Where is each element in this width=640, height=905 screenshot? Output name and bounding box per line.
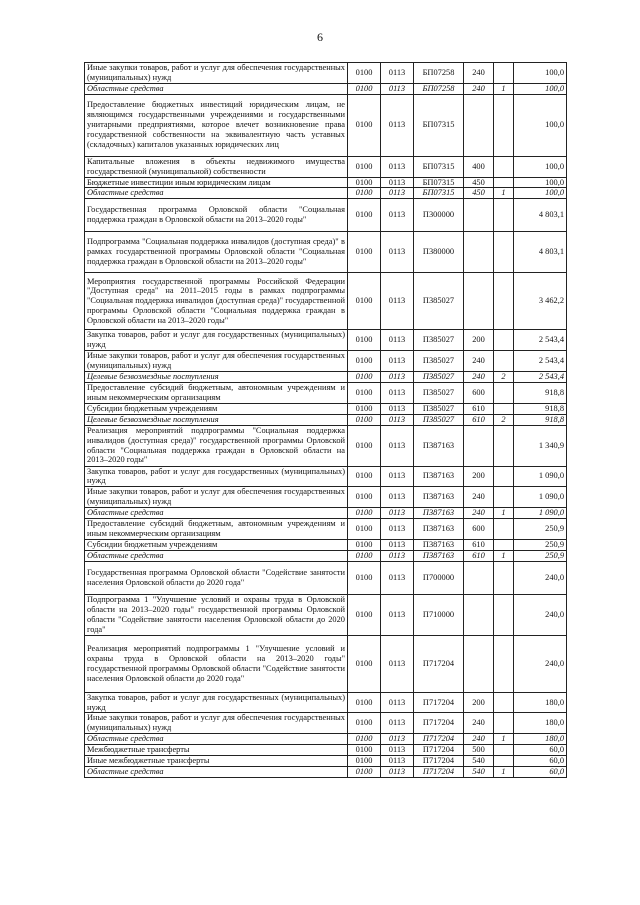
podrazdel-code: 0113 xyxy=(381,199,414,232)
expense-type-code: 200 xyxy=(464,330,494,351)
table-row xyxy=(85,425,567,466)
row-name: Бюджетные инвестиции иным юридическим лицам xyxy=(85,177,348,188)
target-article-code: П385027 xyxy=(414,351,464,372)
razdel-code: 0100 xyxy=(348,594,381,635)
target-article-code: П387163 xyxy=(414,550,464,561)
expense-type-code: 600 xyxy=(464,519,494,540)
expense-type-code: 400 xyxy=(464,156,494,177)
funding-source-code xyxy=(494,156,514,177)
podrazdel-code: 0113 xyxy=(381,767,414,778)
funding-source-code: 1 xyxy=(494,767,514,778)
target-article-code: БП07258 xyxy=(414,83,464,94)
amount: 240,0 xyxy=(514,594,567,635)
expense-type-code: 240 xyxy=(464,734,494,745)
table-row xyxy=(85,63,567,84)
funding-source-code xyxy=(494,519,514,540)
row-name: Иные закупки товаров, работ и услуг для обеспечения государственных (муниципальных) нужд xyxy=(85,63,348,84)
table-row xyxy=(85,713,567,734)
funding-source-code xyxy=(494,232,514,273)
row-name: Областные средства xyxy=(85,83,348,94)
table-row xyxy=(85,94,567,156)
expense-type-code: 200 xyxy=(464,466,494,487)
expense-type-code: 240 xyxy=(464,351,494,372)
target-article-code: П717204 xyxy=(414,692,464,713)
amount: 918,8 xyxy=(514,382,567,403)
funding-source-code xyxy=(494,692,514,713)
amount: 100,0 xyxy=(514,63,567,84)
expense-type-code: 240 xyxy=(464,713,494,734)
row-name: Предоставление субсидий бюджетным, автономным учреждениям и иным некоммерческим организациям xyxy=(85,519,348,540)
funding-source-code xyxy=(494,561,514,594)
podrazdel-code: 0113 xyxy=(381,177,414,188)
budget-table-body xyxy=(85,63,567,778)
razdel-code: 0100 xyxy=(348,414,381,425)
razdel-code: 0100 xyxy=(348,188,381,199)
table-row xyxy=(85,177,567,188)
amount: 2 543,4 xyxy=(514,330,567,351)
table-row xyxy=(85,188,567,199)
razdel-code: 0100 xyxy=(348,508,381,519)
table-row xyxy=(85,734,567,745)
razdel-code: 0100 xyxy=(348,466,381,487)
row-name: Закупка товаров, работ и услуг для государственных (муниципальных) нужд xyxy=(85,330,348,351)
podrazdel-code: 0113 xyxy=(381,713,414,734)
podrazdel-code: 0113 xyxy=(381,414,414,425)
expense-type-code xyxy=(464,273,494,330)
razdel-code: 0100 xyxy=(348,635,381,692)
target-article-code: БП07315 xyxy=(414,177,464,188)
table-row xyxy=(85,767,567,778)
table-row xyxy=(85,414,567,425)
razdel-code: 0100 xyxy=(348,756,381,767)
expense-type-code: 200 xyxy=(464,692,494,713)
podrazdel-code: 0113 xyxy=(381,94,414,156)
razdel-code: 0100 xyxy=(348,745,381,756)
target-article-code: П717204 xyxy=(414,767,464,778)
podrazdel-code: 0113 xyxy=(381,756,414,767)
row-name: Предоставление бюджетных инвестиций юридическим лицам, не являющимся государственными учреждениями и государственными унитарными предприятиями, которое влечет возникновение права государственной собственности на эквивалентную часть уставных (складочных) капиталов указанных юридических лиц xyxy=(85,94,348,156)
funding-source-code: 1 xyxy=(494,508,514,519)
funding-source-code xyxy=(494,94,514,156)
budget-table xyxy=(84,62,567,778)
amount: 918,8 xyxy=(514,414,567,425)
target-article-code: П385027 xyxy=(414,273,464,330)
expense-type-code xyxy=(464,635,494,692)
row-name: Областные средства xyxy=(85,550,348,561)
podrazdel-code: 0113 xyxy=(381,635,414,692)
amount: 4 803,1 xyxy=(514,232,567,273)
amount: 100,0 xyxy=(514,94,567,156)
amount: 100,0 xyxy=(514,177,567,188)
expense-type-code: 450 xyxy=(464,188,494,199)
table-row xyxy=(85,273,567,330)
razdel-code: 0100 xyxy=(348,767,381,778)
expense-type-code xyxy=(464,232,494,273)
razdel-code: 0100 xyxy=(348,232,381,273)
table-row xyxy=(85,351,567,372)
podrazdel-code: 0113 xyxy=(381,330,414,351)
row-name: Мероприятия государственной программы Российской Федерации "Доступная среда" на 2011–2015 годы в рамках подпрограммы "Социальная поддержка инвалидов (доступная среда)" государственной программы Орловской области "Социальная поддержка граждан в Орловской области на 2013–2020 годы" xyxy=(85,273,348,330)
target-article-code: П385027 xyxy=(414,403,464,414)
target-article-code: П387163 xyxy=(414,539,464,550)
podrazdel-code: 0113 xyxy=(381,734,414,745)
podrazdel-code: 0113 xyxy=(381,188,414,199)
row-name: Областные средства xyxy=(85,188,348,199)
funding-source-code xyxy=(494,594,514,635)
razdel-code: 0100 xyxy=(348,550,381,561)
podrazdel-code: 0113 xyxy=(381,594,414,635)
funding-source-code xyxy=(494,745,514,756)
target-article-code: П387163 xyxy=(414,508,464,519)
target-article-code: БП07315 xyxy=(414,156,464,177)
amount: 250,9 xyxy=(514,519,567,540)
target-article-code: БП07258 xyxy=(414,63,464,84)
amount: 100,0 xyxy=(514,188,567,199)
target-article-code: П717204 xyxy=(414,745,464,756)
podrazdel-code: 0113 xyxy=(381,487,414,508)
razdel-code: 0100 xyxy=(348,519,381,540)
table-row xyxy=(85,594,567,635)
row-name: Областные средства xyxy=(85,767,348,778)
amount: 60,0 xyxy=(514,756,567,767)
podrazdel-code: 0113 xyxy=(381,156,414,177)
expense-type-code: 610 xyxy=(464,403,494,414)
expense-type-code xyxy=(464,561,494,594)
expense-type-code: 240 xyxy=(464,371,494,382)
amount: 60,0 xyxy=(514,767,567,778)
podrazdel-code: 0113 xyxy=(381,273,414,330)
razdel-code: 0100 xyxy=(348,371,381,382)
target-article-code: П717204 xyxy=(414,734,464,745)
amount: 4 803,1 xyxy=(514,199,567,232)
expense-type-code: 610 xyxy=(464,539,494,550)
razdel-code: 0100 xyxy=(348,539,381,550)
funding-source-code xyxy=(494,487,514,508)
expense-type-code xyxy=(464,594,494,635)
target-article-code: БП07315 xyxy=(414,94,464,156)
funding-source-code: 1 xyxy=(494,734,514,745)
razdel-code: 0100 xyxy=(348,63,381,84)
expense-type-code: 500 xyxy=(464,745,494,756)
row-name: Иные закупки товаров, работ и услуг для обеспечения государственных (муниципальных) нужд xyxy=(85,487,348,508)
expense-type-code xyxy=(464,94,494,156)
amount: 180,0 xyxy=(514,734,567,745)
razdel-code: 0100 xyxy=(348,403,381,414)
razdel-code: 0100 xyxy=(348,83,381,94)
amount: 1 090,0 xyxy=(514,466,567,487)
row-name: Иные межбюджетные трансферты xyxy=(85,756,348,767)
target-article-code: П717204 xyxy=(414,713,464,734)
row-name: Иные закупки товаров, работ и услуг для обеспечения государственных (муниципальных) нужд xyxy=(85,713,348,734)
razdel-code: 0100 xyxy=(348,199,381,232)
target-article-code: П387163 xyxy=(414,466,464,487)
amount: 180,0 xyxy=(514,713,567,734)
funding-source-code: 1 xyxy=(494,188,514,199)
amount: 918,8 xyxy=(514,403,567,414)
page-number: 6 xyxy=(317,30,323,44)
funding-source-code xyxy=(494,382,514,403)
amount: 240,0 xyxy=(514,635,567,692)
razdel-code: 0100 xyxy=(348,425,381,466)
podrazdel-code: 0113 xyxy=(381,561,414,594)
amount: 240,0 xyxy=(514,561,567,594)
target-article-code: П385027 xyxy=(414,414,464,425)
podrazdel-code: 0113 xyxy=(381,83,414,94)
target-article-code: П387163 xyxy=(414,487,464,508)
row-name: Подпрограмма "Социальная поддержка инвалидов (доступная среда)" в рамках государственной программы Орловской области "Социальная поддержка граждан в Орловской области на 2013–2020 годы" xyxy=(85,232,348,273)
funding-source-code xyxy=(494,425,514,466)
amount: 2 543,4 xyxy=(514,371,567,382)
expense-type-code: 240 xyxy=(464,508,494,519)
amount: 3 462,2 xyxy=(514,273,567,330)
table-row xyxy=(85,156,567,177)
table-row xyxy=(85,635,567,692)
expense-type-code: 240 xyxy=(464,83,494,94)
target-article-code: П717204 xyxy=(414,756,464,767)
table-row xyxy=(85,745,567,756)
table-row xyxy=(85,539,567,550)
razdel-code: 0100 xyxy=(348,487,381,508)
row-name: Субсидии бюджетным учреждениям xyxy=(85,403,348,414)
amount: 250,9 xyxy=(514,550,567,561)
razdel-code: 0100 xyxy=(348,561,381,594)
target-article-code: П380000 xyxy=(414,232,464,273)
razdel-code: 0100 xyxy=(348,330,381,351)
expense-type-code: 450 xyxy=(464,177,494,188)
podrazdel-code: 0113 xyxy=(381,466,414,487)
target-article-code: П710000 xyxy=(414,594,464,635)
razdel-code: 0100 xyxy=(348,713,381,734)
amount: 60,0 xyxy=(514,745,567,756)
amount: 1 090,0 xyxy=(514,508,567,519)
row-name: Подпрограмма 1 "Улучшение условий и охраны труда в Орловской области на 2013–2020 годы" государственной программы Орловской области "Содействие занятости населения Орловской области до 2020 года" xyxy=(85,594,348,635)
funding-source-code xyxy=(494,713,514,734)
table-row xyxy=(85,519,567,540)
amount: 100,0 xyxy=(514,156,567,177)
row-name: Реализация мероприятий подпрограммы "Социальная поддержка инвалидов (доступная среда)" государственной программы Орловской области "Социальная поддержка граждан в Орловской области на 2013–2020 годы" xyxy=(85,425,348,466)
podrazdel-code: 0113 xyxy=(381,403,414,414)
expense-type-code: 610 xyxy=(464,414,494,425)
podrazdel-code: 0113 xyxy=(381,425,414,466)
expense-type-code: 540 xyxy=(464,767,494,778)
table-row xyxy=(85,330,567,351)
funding-source-code: 2 xyxy=(494,414,514,425)
funding-source-code: 1 xyxy=(494,550,514,561)
expense-type-code: 600 xyxy=(464,382,494,403)
razdel-code: 0100 xyxy=(348,351,381,372)
row-name: Областные средства xyxy=(85,734,348,745)
amount: 180,0 xyxy=(514,692,567,713)
podrazdel-code: 0113 xyxy=(381,519,414,540)
row-name: Иные закупки товаров, работ и услуг для обеспечения государственных (муниципальных) нужд xyxy=(85,351,348,372)
row-name: Капитальные вложения в объекты недвижимого имущества государственной (муниципальной) собственности xyxy=(85,156,348,177)
target-article-code: П385027 xyxy=(414,330,464,351)
table-row xyxy=(85,561,567,594)
funding-source-code xyxy=(494,273,514,330)
expense-type-code: 540 xyxy=(464,756,494,767)
row-name: Предоставление субсидий бюджетным, автономным учреждениям и иным некоммерческим организациям xyxy=(85,382,348,403)
table-row xyxy=(85,403,567,414)
razdel-code: 0100 xyxy=(348,382,381,403)
funding-source-code xyxy=(494,330,514,351)
row-name: Реализация мероприятий подпрограммы 1 "Улучшение условий и охраны труда в Орловской области на 2013–2020 годы" государственной программы Орловской области "Содействие занятости населения Орловской области до 2020 года" xyxy=(85,635,348,692)
podrazdel-code: 0113 xyxy=(381,371,414,382)
target-article-code: П385027 xyxy=(414,382,464,403)
table-row xyxy=(85,756,567,767)
podrazdel-code: 0113 xyxy=(381,382,414,403)
razdel-code: 0100 xyxy=(348,692,381,713)
razdel-code: 0100 xyxy=(348,177,381,188)
funding-source-code xyxy=(494,756,514,767)
table-row xyxy=(85,232,567,273)
podrazdel-code: 0113 xyxy=(381,539,414,550)
razdel-code: 0100 xyxy=(348,156,381,177)
funding-source-code xyxy=(494,177,514,188)
table-row xyxy=(85,199,567,232)
funding-source-code: 2 xyxy=(494,371,514,382)
funding-source-code xyxy=(494,63,514,84)
funding-source-code xyxy=(494,466,514,487)
row-name: Областные средства xyxy=(85,508,348,519)
podrazdel-code: 0113 xyxy=(381,692,414,713)
podrazdel-code: 0113 xyxy=(381,508,414,519)
podrazdel-code: 0113 xyxy=(381,550,414,561)
target-article-code: П385027 xyxy=(414,371,464,382)
expense-type-code xyxy=(464,199,494,232)
table-row xyxy=(85,550,567,561)
target-article-code: П387163 xyxy=(414,425,464,466)
target-article-code: БП07315 xyxy=(414,188,464,199)
row-name: Межбюджетные трансферты xyxy=(85,745,348,756)
podrazdel-code: 0113 xyxy=(381,232,414,273)
expense-type-code xyxy=(464,425,494,466)
table-row xyxy=(85,466,567,487)
target-article-code: П700000 xyxy=(414,561,464,594)
expense-type-code: 610 xyxy=(464,550,494,561)
table-row xyxy=(85,83,567,94)
razdel-code: 0100 xyxy=(348,273,381,330)
amount: 2 543,4 xyxy=(514,351,567,372)
amount: 250,9 xyxy=(514,539,567,550)
podrazdel-code: 0113 xyxy=(381,745,414,756)
razdel-code: 0100 xyxy=(348,734,381,745)
amount: 1 340,9 xyxy=(514,425,567,466)
row-name: Закупка товаров, работ и услуг для государственных (муниципальных) нужд xyxy=(85,466,348,487)
row-name: Субсидии бюджетным учреждениям xyxy=(85,539,348,550)
funding-source-code xyxy=(494,403,514,414)
target-article-code: П387163 xyxy=(414,519,464,540)
funding-source-code: 1 xyxy=(494,83,514,94)
expense-type-code: 240 xyxy=(464,487,494,508)
row-name: Государственная программа Орловской области "Социальная поддержка граждан в Орловской области на 2013–2020 годы" xyxy=(85,199,348,232)
podrazdel-code: 0113 xyxy=(381,63,414,84)
target-article-code: П300000 xyxy=(414,199,464,232)
table-row xyxy=(85,508,567,519)
table-row xyxy=(85,382,567,403)
funding-source-code xyxy=(494,351,514,372)
amount: 1 090,0 xyxy=(514,487,567,508)
razdel-code: 0100 xyxy=(348,94,381,156)
expense-type-code: 240 xyxy=(464,63,494,84)
funding-source-code xyxy=(494,635,514,692)
target-article-code: П717204 xyxy=(414,635,464,692)
table-row xyxy=(85,487,567,508)
row-name: Закупка товаров, работ и услуг для государственных (муниципальных) нужд xyxy=(85,692,348,713)
row-name: Целевые безвозмездные поступления xyxy=(85,371,348,382)
row-name: Целевые безвозмездные поступления xyxy=(85,414,348,425)
funding-source-code xyxy=(494,539,514,550)
podrazdel-code: 0113 xyxy=(381,351,414,372)
row-name: Государственная программа Орловской области "Содействие занятости населения Орловской области до 2020 года" xyxy=(85,561,348,594)
table-row xyxy=(85,692,567,713)
amount: 100,0 xyxy=(514,83,567,94)
table-row xyxy=(85,371,567,382)
funding-source-code xyxy=(494,199,514,232)
